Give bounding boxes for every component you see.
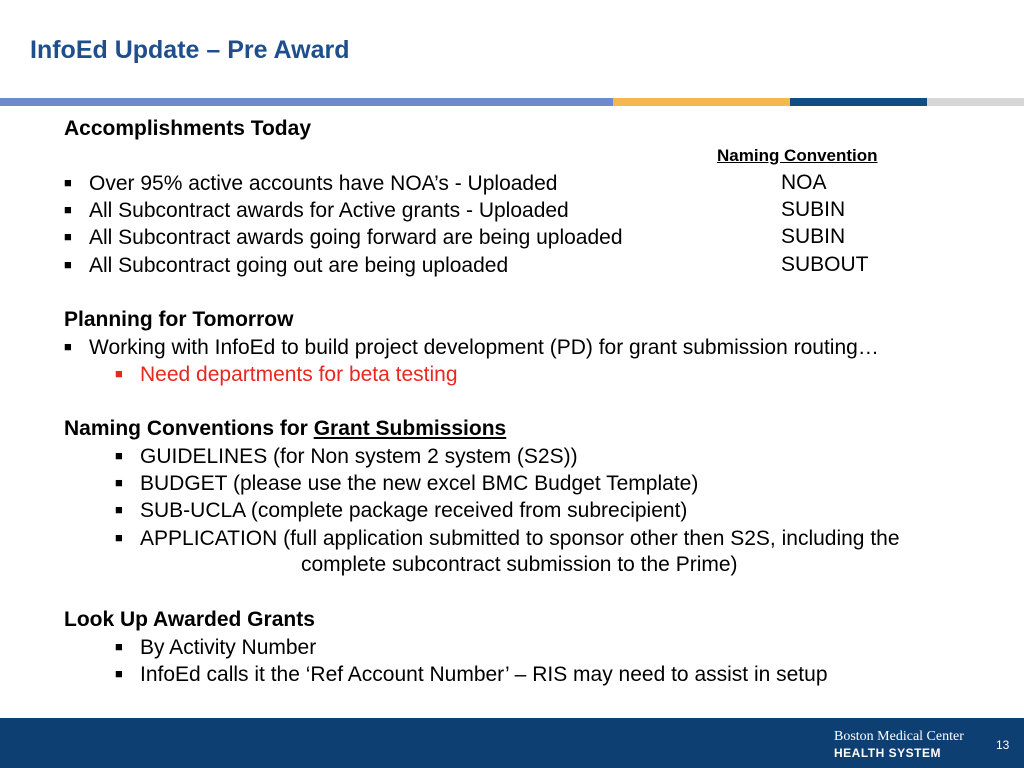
list-item: ■ All Subcontract awards for Active grants - Uploaded xyxy=(64,199,569,222)
list-subitem: ■ By Activity Number xyxy=(115,636,317,659)
list-item: ■ All Subcontract going out are being uploaded xyxy=(64,254,509,277)
list-subitem: ■ APPLICATION (full application submitted to sponsor other then S2S, including the xyxy=(115,527,900,550)
naming-conventions-heading: Naming Conventions for Grant Submissions xyxy=(64,417,507,440)
list-subitem: ■ GUIDELINES (for Non system 2 system (S2S)) xyxy=(115,445,578,468)
page-number: 13 xyxy=(996,738,1010,752)
list-subitem: ■ Need departments for beta testing xyxy=(115,363,458,386)
accomplishments-heading: Accomplishments Today xyxy=(64,117,311,140)
bmc-logo xyxy=(834,730,964,760)
bullet-icon: ■ xyxy=(64,229,72,244)
naming-code: SUBIN xyxy=(781,225,846,248)
footer-bar xyxy=(0,718,1024,768)
bullet-icon: ■ xyxy=(115,448,123,463)
naming-code: SUBOUT xyxy=(781,253,869,276)
list-subitem: ■ BUDGET (please use the new excel BMC Budget Template) xyxy=(115,472,699,495)
list-item: ■ Working with InfoEd to build project development (PD) for grant submission routing… xyxy=(64,336,879,359)
list-item: ■ Over 95% active accounts have NOA’s - Uploaded xyxy=(64,172,558,195)
slide-title: InfoEd Update – Pre Award xyxy=(30,36,350,64)
naming-code: SUBIN xyxy=(781,198,846,221)
bullet-icon: ■ xyxy=(115,366,123,381)
list-item: ■ All Subcontract awards going forward are being uploaded xyxy=(64,226,623,249)
list-subitem: ■ InfoEd calls it the ‘Ref Account Number’ – RIS may need to assist in setup xyxy=(115,663,828,686)
bullet-icon: ■ xyxy=(115,530,123,545)
bullet-icon: ■ xyxy=(64,202,72,217)
bullet-icon: ■ xyxy=(115,475,123,490)
list-subitem: ■ SUB-UCLA (complete package received from subrecipient) xyxy=(115,499,688,522)
list-continuation: complete subcontract submission to the Prime) xyxy=(301,553,738,576)
bullet-icon: ■ xyxy=(115,502,123,517)
lookup-heading: Look Up Awarded Grants xyxy=(64,608,315,631)
bullet-icon: ■ xyxy=(64,339,72,354)
bullet-icon: ■ xyxy=(64,257,72,272)
bullet-icon: ■ xyxy=(115,666,123,681)
logo-line-1: Boston Medical Center xyxy=(834,729,964,744)
logo-line-2: HEALTH SYSTEM xyxy=(834,746,941,760)
bullet-icon: ■ xyxy=(115,639,123,654)
bullet-icon: ■ xyxy=(64,175,72,190)
naming-code: NOA xyxy=(781,171,827,194)
planning-heading: Planning for Tomorrow xyxy=(64,308,294,331)
naming-convention-heading: Naming Convention xyxy=(717,146,878,165)
